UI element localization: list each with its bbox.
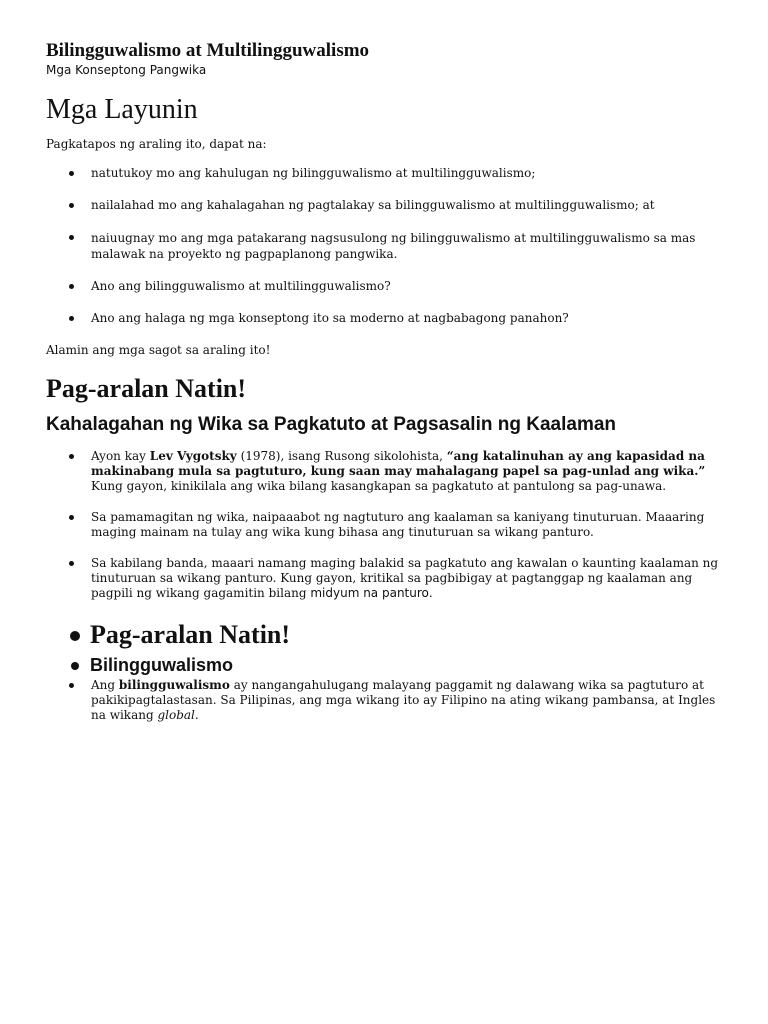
- document-subtitle: Mga Konseptong Pangwika: [46, 63, 207, 77]
- document-title: Bilingguwalismo at Multilingguwalismo: [46, 40, 370, 61]
- bullet-icon: [69, 515, 74, 520]
- list-item: [46, 556, 726, 601]
- list-item: [46, 449, 726, 494]
- section-heading: Pag-aralan Natin!: [90, 620, 291, 649]
- section2-subheading-row: [46, 654, 726, 676]
- list-item: [46, 279, 726, 294]
- list-item-text: naiuugnay mo ang mga patakarang nagsusulong ng bilingguwalismo at multilingguwalismo sa mas malawak na proyekto ng pagpaplanong pangwika.: [91, 231, 696, 261]
- term-text: bilingguwalismo: [118, 678, 230, 692]
- text-run: .: [194, 708, 199, 722]
- bullet-icon: [69, 203, 74, 208]
- text-run: (1978), isang Rusong sikolohista,: [236, 449, 447, 463]
- bullet-icon: [69, 683, 74, 688]
- italic-text: global: [157, 708, 195, 722]
- term-text: midyum na panturo: [310, 586, 429, 600]
- layunin-list: [46, 166, 726, 326]
- list-item: [46, 311, 726, 326]
- list-item: [46, 230, 726, 262]
- list-item-text: Ano ang bilingguwalismo at multilingguwalismo?: [91, 279, 391, 293]
- layunin-intro: Pagkatapos ng araling ito, dapat na:: [46, 137, 267, 151]
- bullet-icon: [70, 631, 80, 641]
- section2-list: [46, 678, 726, 723]
- bullet-icon: [69, 171, 74, 176]
- text-run: Ayon kay: [91, 449, 150, 463]
- bullet-icon: [69, 235, 74, 240]
- bullet-icon: [69, 454, 74, 459]
- bullet-icon: [71, 662, 79, 670]
- text-run: ay nangangahulugang malayang paggamit ng dalawang wika sa pagtuturo at pakikipagtalastasan. Sa Pilipinas, ang mga wikang ito ay Filipino na ating wikang pambansa, at Ingles na wikang: [91, 678, 716, 722]
- document-page: [46, 40, 726, 723]
- bullet-icon: [69, 284, 74, 289]
- bullet-icon: [69, 316, 74, 321]
- section-heading: Pag-aralan Natin!: [46, 374, 247, 403]
- section1-list: [46, 449, 726, 601]
- list-item-text: Ano ang halaga ng mga konseptong ito sa moderno at nagbabagong panahon?: [91, 311, 569, 325]
- list-item: [46, 678, 726, 723]
- section-subheading: Kahalagahan ng Wika sa Pagkatuto at Pagsasalin ng Kaalaman: [46, 414, 617, 435]
- section-subheading: Bilingguwalismo: [90, 655, 234, 675]
- person-name: Lev Vygotsky: [149, 449, 237, 463]
- list-item: [46, 198, 726, 213]
- list-item: [46, 166, 726, 181]
- quote-text: “ang katalinuhan ay ang kapasidad na makinabang mula sa pagtuturo, kung saan may mahalagang papel sa pag-unlad ang wika.”: [91, 449, 706, 478]
- list-item-text: natutukoy mo ang kahulugan ng bilingguwalismo at multilingguwalismo;: [91, 166, 536, 180]
- list-item: [46, 510, 726, 540]
- layunin-closing: Alamin ang mga sagot sa araling ito!: [46, 343, 271, 357]
- layunin-heading: Mga Layunin: [46, 94, 198, 125]
- text-run: Sa kabilang banda, maaari namang maging balakid sa pagkatuto ang kawalan o kaunting kaalaman ng tinuturuan sa wikang panturo. Kung gayon, kritikal sa pagbibigay at pagtanggap ng kaalaman ang pagpili ng wikang gagamitin bilang: [91, 556, 719, 600]
- list-item-text: Sa pamamagitan ng wika, naipaaabot ng nagtuturo ang kaalaman sa kaniyang tinuturuan. Maaaring maging mainam na tulay ang wika kung bihasa ang tinuturuan sa wikang panturo.: [91, 510, 705, 539]
- text-run: .: [428, 586, 433, 600]
- list-item-text: nailalahad mo ang kahalagahan ng pagtalakay sa bilingguwalismo at multilingguwalismo; at: [91, 198, 655, 212]
- section2-heading-row: [46, 619, 726, 651]
- bullet-icon: [69, 561, 74, 566]
- text-run: Kung gayon, kinikilala ang wika bilang kasangkapan sa pagkatuto at pantulong sa pag-unawa.: [91, 479, 667, 493]
- text-run: Ang: [91, 678, 119, 692]
